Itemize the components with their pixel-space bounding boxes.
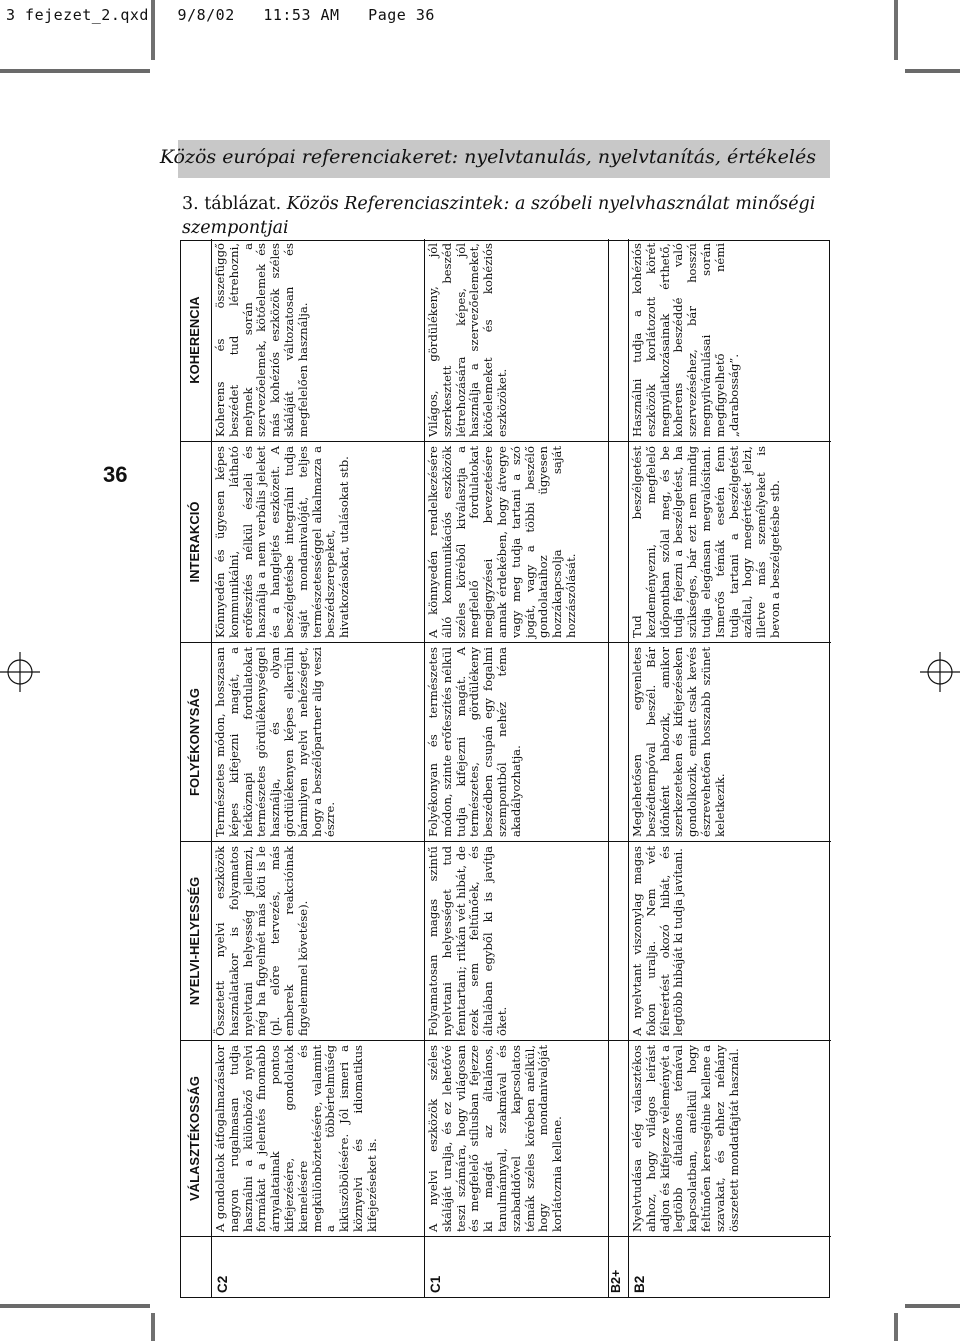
b2-fluency: Meglehetősen egyenletes beszédtempóval beszél. Bár időnként habozik, amikor szerkezeteken és kifejezéseken gondolkozik, emiatt csak kevés észrevehetően hosszabb szünet keletkezik. [629, 642, 831, 841]
c2-accuracy: Összetett nyelvi eszközök használatakor is folyamatos nyelvtani helyesség jellemzi, még ha figyelmét más köti is le (pl. előre tervezés, más emberek reakcióinak figyelemmel követése). [212, 841, 425, 1040]
header-interaction: INTERAKCIÓ [181, 441, 212, 642]
table-caption [182, 192, 842, 240]
header-coherence: KOHERENCIA [181, 239, 212, 441]
caption-title: Közös Referenciaszintek: a szóbeli nyelvhasználat minőségi szempontjai [182, 194, 816, 238]
b2-interaction: Tud beszélgetést kezdeményezni, megfelelő időpontban szólal meg, és be tudja fejezni a beszélgetést, ha szükséges, bár ezt nem mindig tudja elegánsan megvalósítani. Ismerős témák esetén fenn tudja tartani a beszélgetést azáltal, hogy megértését jelzi, illetve más személyeket is bevon a beszélgetésbe stb. [629, 441, 831, 642]
running-header-text: Közös európai referenciakeret: nyelvtanulás, nyelvtanítás, értékelés [159, 146, 816, 168]
header-accuracy: NYELVI-HELYESSÉG [181, 841, 212, 1040]
c2-fluency: Természetes módon, hosszasan képes kifejezni magát, a hétköznapi fordulatokat természetes gördülékenységgel használja, és olyan gördülékenyen képes elkerülni bármilyen nyelvi nehézséget, hogy a beszélőpartner alig veszi észre. [212, 642, 425, 841]
b2plus-accuracy [609, 841, 629, 1040]
b2-range: Nyelvtudása elég választékos ahhoz, hogy világos leírást adjon és kifejezze véleményét a legtöbb általános témával kapcsolatban, anélkül hogy feltűnően keresgélnie kellene a szavakat, és ehhez néhány összetett mondatfajtát használ. [629, 1040, 831, 1236]
running-header-banner [159, 140, 830, 178]
c2-interaction: Könnyedén és ügyesen képes kommunikálni, látható erőfeszítés nélkül észleli és használja a nem verbális jeleket és a hanglejtés eszközeit. A beszélgetésbe integrálni tudja saját mondanivalóját, teljes természetességgel alkalmazza a beszédszerepeket, hivatkozásokat, utalásokat stb. [212, 441, 425, 642]
b2-coherence: Használni tudja a kohéziós eszközök korlátozott körét megnyilatkozásainak érthető, koherens beszéddé való szervezéséhez, bár hosszú megnyilvánulásai során megfigyelhető némi „darabosság”. [630, 243, 741, 437]
caption-label: 3. táblázat. [182, 194, 282, 214]
b2plus-fluency [609, 642, 629, 841]
c2-range: A gondolatok átfogalmazásakor nagyon rugalmasan tudja használni a különböző nyelvi formákat a jelentés finomabb árnyalatainak pontos kifejezésére, gondolatok kiemelésére és megkülönböztetésére, valamint a többértelműség kiküszöbölésére. Jól ismeri a köznyelvi és idiomatikus kifejezéseket is. [212, 1040, 425, 1236]
level-c2: C2 [212, 1236, 425, 1297]
c1-range: A nyelvi eszközök széles skáláját uralja, és ez lehetővé teszi számára, hogy világosan és megfelelő stílusban fejezze ki magát az általános, tanulmánnyal, szakmával és szabadidővel kapcsolatos témák széles körében anélkül, hogy mondanivalóját korlátoznia kellene. [425, 1040, 609, 1236]
b2-accuracy: A nyelvtant viszonylag magas fokon uralja. Nem vét félreértést okozó hibát, és legtöbb hibáját ki tudja javítani. [629, 841, 831, 1040]
table-grid [180, 240, 830, 1298]
level-b2plus: B2+ [609, 1236, 629, 1297]
c1-interaction: A könnyedén rendelkezésére álló kommunikációs eszközök széles köréből kiválasztja a megfelelő fordulatokat megjegyzései bevezetésére annak érdekében, hogy átvegye vagy meg tudja tartani a szó jogát, vagy a többi beszélő gondolataihoz ügyesen hozzákapcsolja saját hozzászólását. [425, 441, 609, 642]
b2plus-range [609, 1040, 629, 1236]
c2-coherence: Koherens és összefüggő beszédet tud létrehozni, melynek során a szervezőelemek, kötőelemek és más kohéziós eszközök széles skáláját változatosan és megfelelően használja. [212, 239, 425, 441]
qualitative-aspects-table [180, 240, 830, 1298]
c1-fluency: Folyékonyan és természetes módon, szinte erőfeszítés nélkül tudja kifejezni magát. A természetes, gördülékeny beszédben csupán egy fogalmi szempontból nehéz téma akadályozhatja. [425, 642, 609, 841]
print-slug: 3 fejezet_2.qxd 9/8/02 11:53 AM Page 36 [6, 6, 435, 24]
c1-accuracy: Folyamatosan magas szintű nyelvtani helyességet tud fenntartani; ritkán vét hibát, de ezek sem feltűnőek, és általában egyből ki is javítja őket. [425, 841, 609, 1040]
header-fluency: FOLYÉKONYSÁG [181, 642, 212, 841]
b2plus-interaction [609, 441, 629, 642]
header-corner [181, 1236, 212, 1297]
b2plus-coherence [609, 239, 629, 441]
header-range: VÁLASZTÉKOSSÁG [181, 1040, 212, 1236]
page-number: 36 [103, 462, 128, 487]
c1-coherence: Világos, gördülékeny, jól szerkesztett beszéd létrehozására képes, jól használja a szervezőelemeket, kötőelemeket és kohéziós eszközöket. [425, 239, 609, 441]
level-b2: B2 [629, 1236, 831, 1297]
level-c1: C1 [425, 1236, 609, 1297]
